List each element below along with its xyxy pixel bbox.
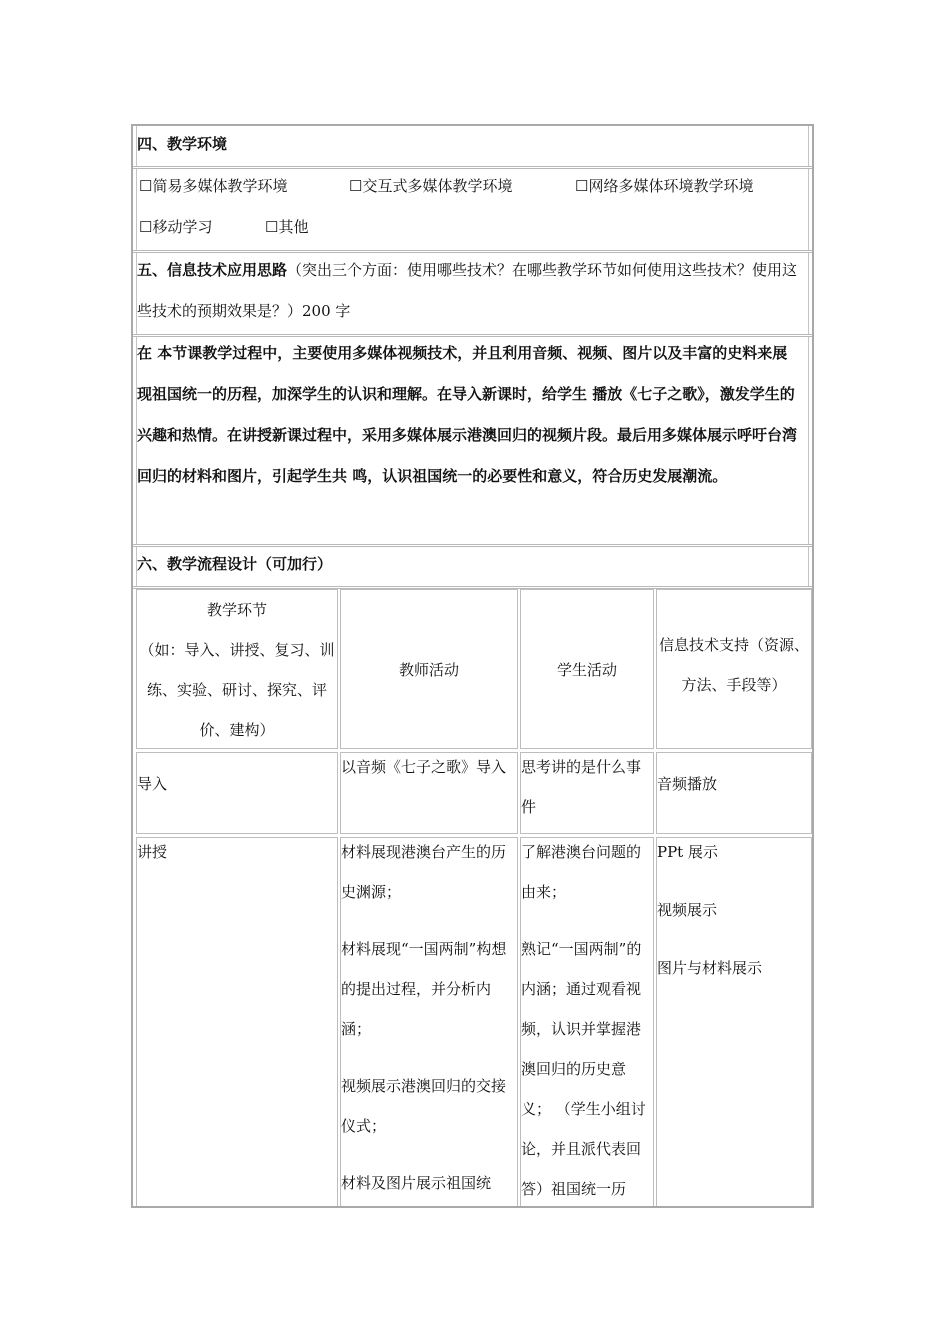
- flow-table: [133, 586, 812, 1206]
- header-stage-cell: [136, 589, 338, 749]
- section5-title-row: [133, 250, 812, 334]
- row2-teacher-item: 材料展现“一国两制”构想的提出过程，并分析内涵；: [341, 940, 507, 1038]
- row2-teacher-item: 视频展示港澳回归的交接仪式；: [341, 1077, 507, 1135]
- header-teacher: 教师活动: [398, 661, 459, 679]
- header-stage-note: （如：导入、讲授、复习、训练、实验、研讨、探究、评价、建构）: [139, 641, 335, 739]
- row2-tech-item: 视频展示: [657, 901, 718, 919]
- header-tech: 信息技术支持（资源、方法、手段等）: [659, 636, 810, 694]
- option-other[interactable]: ☐其他: [265, 218, 309, 236]
- section5-note: （突出三个方面：使用哪些技术？在哪些教学环节如何使用这些技术？使用这些技术的预期效果是？）200 字: [137, 261, 798, 320]
- option-interactive-multimedia[interactable]: ☐交互式多媒体教学环境: [349, 177, 513, 195]
- row1-teacher: 以音频《七子之歌》导入: [341, 758, 507, 776]
- row2-stage: 讲授: [137, 843, 168, 861]
- row2-student-item: 了解港澳台问题的由来；: [521, 843, 642, 901]
- row2-teacher-cell: [340, 837, 518, 1208]
- header-tech-cell: [656, 589, 812, 749]
- row2-tech-item: 图片与材料展示: [657, 959, 763, 977]
- row2-tech-cell: [656, 837, 812, 1208]
- row1-student-cell: [520, 752, 654, 834]
- header-stage: 教学环节: [206, 601, 267, 619]
- row1-stage-cell: [136, 752, 338, 834]
- row1-tech-cell: [656, 752, 812, 834]
- header-student-cell: [520, 589, 654, 749]
- lesson-plan-document: [131, 124, 814, 1208]
- row2-teacher-item: 材料展现港澳台产生的历史渊源；: [341, 843, 507, 901]
- section4-title: 四、教学环境: [137, 135, 228, 153]
- row2-student-cell: [520, 837, 654, 1208]
- option-network-multimedia[interactable]: ☐网络多媒体环境教学环境: [575, 177, 754, 195]
- section6-title-row: [133, 544, 812, 586]
- header-student: 学生活动: [556, 661, 617, 679]
- section4-options-row: [133, 166, 812, 250]
- row1-student: 思考讲的是什么事件: [521, 758, 642, 816]
- row1-teacher-cell: [340, 752, 518, 834]
- section5-body: 在 本节课教学过程中，主要使用多媒体视频技术，并且利用音频、视频、图片以及丰富的史料来展现祖国统一的历程，加深学生的认识和理解。在导入新课时，给学生 播放《七子之歌》，激发学生的兴趣和热情。在讲授新课过程中，采用多媒体展示港澳回归的视频片段。最后用多媒体展示呼吁台湾回归的材料和图片，引起学生共 鸣，认识祖国统一的必要性和意义，符合历史发展潮流。: [137, 344, 798, 485]
- row1-tech: 音频播放: [657, 775, 718, 793]
- row2-student-item: 熟记“一国两制”的内涵；通过观看视频，认识并掌握港澳回归的历史意义； （学生小组讨论，并且派代表回答）祖国统一历: [521, 940, 646, 1198]
- section5-title: 五、信息技术应用思路: [137, 261, 288, 279]
- row2-teacher-item: 材料及图片展示祖国统: [341, 1174, 492, 1192]
- row1-stage: 导入: [137, 775, 168, 793]
- row2-tech-item: PPt 展示: [657, 843, 718, 861]
- header-teacher-cell: [340, 589, 518, 749]
- section6-title: 六、教学流程设计（可加行）: [137, 555, 333, 573]
- row2-stage-cell: [136, 837, 338, 1208]
- section4-title-row: [133, 126, 812, 166]
- section5-body-row: [133, 334, 812, 544]
- option-mobile-learning[interactable]: ☐移动学习: [139, 218, 213, 236]
- option-simple-multimedia[interactable]: ☐简易多媒体教学环境: [139, 177, 288, 195]
